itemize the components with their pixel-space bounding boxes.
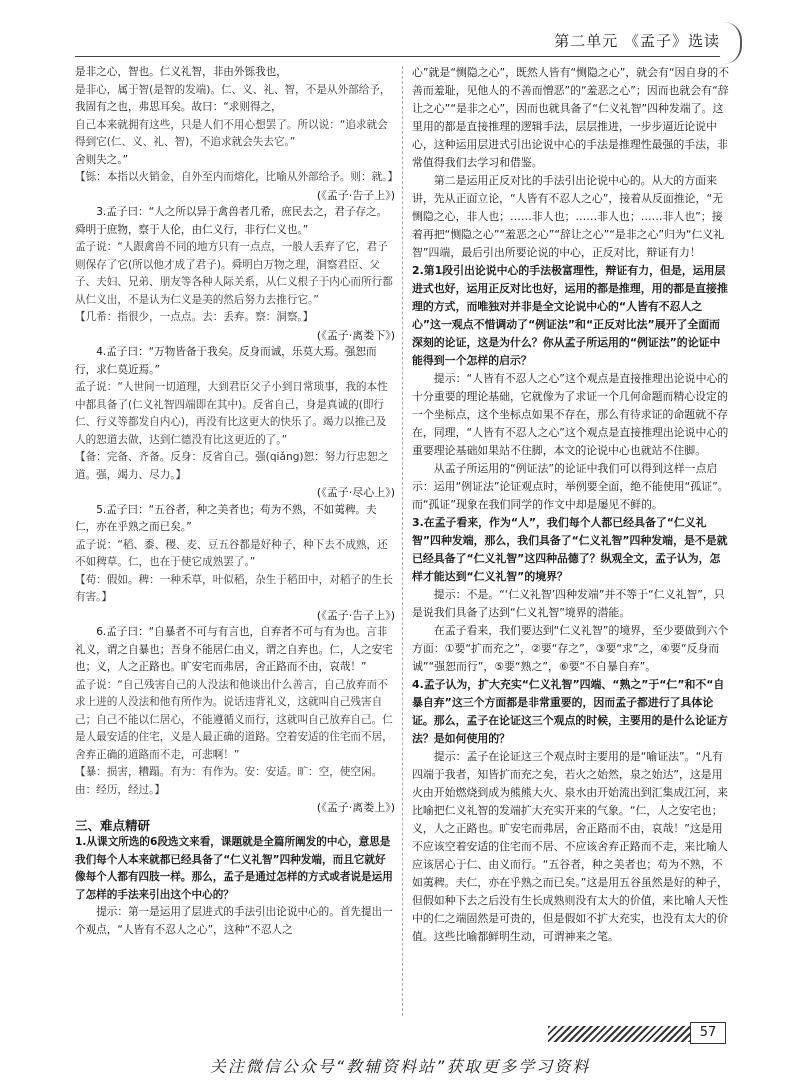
- page-number: 57: [690, 1022, 726, 1044]
- answer: 提示：不是。“‘仁义礼智’四种发端”并不等于“仁义礼智”，只是说我们具备了达到“仁义礼智”境界的潜能。: [412, 588, 725, 619]
- gloss-line: 孟子说：“稻、黍、稷、麦、豆五谷都是好种子，种下去不成熟，还不如稗草。仁，也在于使它成熟罢了。”: [75, 538, 388, 568]
- question: 2.第1段引出论说中心的手法极富理性，辩证有力，但是，运用层进式也好，运用正反对比也好，运用的都是推理，用的都是直接推理的方式，而唯独对并非是全文论说中心的“人皆有不忍人之心”这一观点不惜调动了“例证法”和“正反对比法”展开了全面而深刻的论证，这是为什么？你从孟子所运用的“例证法”的论证中能得到一个怎样的启示？: [412, 264, 728, 367]
- source-citation: (《孟子·离娄上》): [316, 801, 395, 814]
- header-curve-ornament: [722, 22, 742, 64]
- answer: 提示：第一是运用了层进式的手法引出论说中心的。首先提出一个观点，“人皆有不忍人之心”，这种“不忍人之: [75, 906, 393, 936]
- text-line: 5.孟子曰：“五谷者，种之美者也；苟为不熟，不如荑稗。夫仁，亦在乎熟之而已矣。”: [75, 503, 377, 533]
- source-citation: (《孟子·离娄下》): [316, 328, 395, 342]
- page-header: [0, 0, 800, 62]
- right-column: [412, 64, 730, 946]
- answer: 提示：“人皆有不忍人之心”这个观点是直接推理出论说中心的十分重要的理论基础，它就像为了求证一个几何命题而精心设定的一个坐标点，这个坐标点如果不存在，那么有待求证的命题就不存在，同理，“人皆有不忍人之心”这个观点是直接推理出论说中心的重要理论基础如果站不住脚，本文的论说中心也就站不住脚。: [412, 372, 729, 457]
- source-citation: (《孟子·告子上》): [316, 608, 395, 622]
- text-line: 是非之心，智也。仁义礼智，非由外铄我也，: [75, 66, 287, 78]
- text-line: 我固有之也，弗思耳矣。故曰：“求则得之，: [75, 101, 282, 113]
- gloss-line: 自己本来就拥有这些，只是人们不用心想罢了。所以说：“追求就会得到它(仁、义、礼、智)，不追求就会失去它。”: [75, 118, 388, 148]
- answer: 在孟子看来，我们要达到“仁义礼智”的境界，至少要做到六个方面：①要“扩而充之”，②要“存之”，③要“求”之，④要“反身而诚”“强恕而行”，⑤要“熟之”，⑥要“不自暴自弃”。: [412, 624, 729, 673]
- gloss-line: 孟子说：“人跟禽兽不同的地方只有一点点，一般人丢弃了它，君子则保存了它(所以他才成了君子)。舜明白万物之理，洞察君臣、父子、夫妇、兄弟、朋友等各种人际关系，从仁义根子于内心而所行都从仁义出，不是认为仁义是美的然后努力去推行它。”: [75, 241, 393, 306]
- gloss-line: 是非心，属于智(是智的发端)。仁、义、礼、智，不是从外部给予，: [75, 83, 391, 96]
- text-line: 4.孟子曰：“万物皆备于我矣。反身而诚，乐莫大焉。强恕而行，求仁莫近焉。”: [75, 346, 377, 376]
- text-line: 舍则失之。”: [75, 153, 129, 166]
- annotation-note: 【苟：假如。稗：一种禾草，叶似稻，杂生于稻田中，对稻子的生长有害。】: [75, 573, 393, 603]
- unit-title: 第二单元 《孟子》选读: [554, 32, 720, 50]
- source-citation: (《孟子·尽心上》): [316, 486, 395, 499]
- source-citation: (《孟子·告子上》): [316, 188, 395, 202]
- question: 3.在孟子看来，作为“人”，我们每个人都已经具备了“仁义礼智”四种发端，那么，我们具备了“仁义礼智”四种发端，是不是就已经具备了“仁义礼智”这四种品德了？纵观全文，孟子认为，怎样才能达到“仁义礼智”的境界？: [412, 516, 728, 583]
- question: 1.从课文所选的6段选文来看，课题就是全篇所阐发的中心，意思是我们每个人本来就都已经具备了“仁义礼智”四种发端，而且它就好像每个人都有四肢一样。那么，孟子是通过怎样的方式或者说是运用了怎样的手法来引出这个中心的？: [75, 836, 393, 901]
- text-line: 6.孟子曰：“自暴者不可与有言也，自弃者不可与有为也。言非礼义，谓之自暴也；吾身不能居仁由义，谓之自弃也。仁，人之安宅也；义，人之正路也。旷安宅而弗居，舍正路而不由，哀哉！”: [75, 626, 393, 673]
- question: 4.孟子认为，扩大充实“仁义礼智”四端、“熟之”于“仁”和不“自暴自弃”这三个方面都是非常重要的，因而孟子都进行了具体论证。那么，孟子在论证这三个观点的时候，主要用的是什么论证方法？是如何使用的？: [412, 678, 728, 745]
- left-column: [75, 64, 399, 939]
- answer: 心”就是“恻隐之心”，既然人皆有“恻隐之心”，就会有“因自身的不善而羞耻，见他人的不善而憎恶”的“羞恶之心”；因而也就会有“辞让之心”“是非之心”，因而也就具备了“仁义礼智”四种发端了。这里用的都是直接推理的逻辑手法，层层推进，一步步逼近论说中心，这种运用层进式引出论说中心的手法是推理性最强的手法，非常值得我们去学习和借鉴。: [412, 66, 730, 169]
- annotation-note: 【备：完备、齐备。反身：反省自己。强(qiǎng)恕：努力行忠恕之道。强，竭力、尽力。】: [75, 451, 389, 481]
- answer: 第二是运用正反对比的手法引出论说中心的。从大的方面来讲，先从正面立论，“人皆有不忍人之心”，接着从反面推论，“无恻隐之心，非人也；……非人也；……非人也；……非人也”；接着再把“恻隐之心”“羞恶之心”“辞让之心”“是非之心”归为“仁义礼智”四端，最后引出所要论说的中心，正反对比，辩证有力！: [412, 174, 725, 259]
- answer: 提示：孟子在论证这三个观点时主要用的是“喻证法”。“凡有四端于我者，知皆扩而充之矣，若火之始然，泉之始达”，这是用火由开始燃烧到成为熊熊大火、泉水由开始流出到汇集成江河，来比喻把仁义礼智的发端扩大充实开来的气象。“仁，人之安宅也；义，人之正路也。旷安宅而弗居，舍正路而不由，哀哉！”这是用不应该空着安适的住宅而不居、不应该舍弃正路而不走，来比喻人应该居心于仁、由义而行。“五谷者，种之美者也；苟为不熟，不如荑稗。夫仁，亦在乎熟之而已矣。”这是用五谷虽然是好的种子，但假如种下去之后没有生长成熟则没有太大的价值，来比喻人天性中的仁之端固然是可贵的，但是假如不扩大充实，也没有太大的价值。这些比喻都鲜明生动，可谓神来之笔。: [412, 750, 729, 943]
- column-divider: [402, 66, 403, 1016]
- footer-note: 关注微信公众号“教辅资料站”获取更多学习资料: [209, 1057, 591, 1076]
- annotation-note: 【暴：损害，糟蹋。有为：有作为。安：安适。旷：空，使空闲。由：经历，经过。】: [75, 766, 383, 796]
- text-line: 3.孟子曰：“人之所以异于禽兽者几希，庶民去之，君子存之。舜明于庶物，察于人伦，由仁义行，非行仁义也。”: [75, 206, 388, 236]
- section-heading: 三、难点精研: [75, 817, 151, 833]
- annotation-note: 【几希：指很少，一点点。去：丢弃。察：洞察。】: [75, 311, 314, 323]
- gloss-line: 孟子说：“人世间一切道理，大到君臣父子小到日常琐事，我的本性中都具备了(仁义礼智四端即在其中)。反省自己，身是真诚的(即行仁、行义等都发自内心)，再没有比这更大的快乐了。竭力以推己及人的恕道去做，达到仁德没有比这更近的了。”: [75, 381, 388, 446]
- gloss-line: 孟子说：“自己残害自己的人没法和他谈出什么善言，自己放弃而不求上进的人没法和他有所作为。说话违背礼义，这就叫自己残害自己；自己不能以仁居心，不能遵循义而行，这就叫自己放弃自己。仁是人最安适的住宅，义是人最正确的道路。空着安适的住宅而不居，舍弃正确的道路而不走，可悲啊！”: [75, 678, 393, 761]
- header-rule: [75, 56, 720, 57]
- annotation-note: 【铄：本指以火销金，自外至内而熔化，比喻从外部给予。则：就。】: [75, 171, 399, 183]
- answer: 从孟子所运用的“例证法”的论证中我们可以得到这样一点启示：运用“例证法”论证观点时，举例要全面，绝不能使用“孤证”。而“孤证”现象在我们同学的作文中却是屡见不鲜的。: [412, 462, 729, 511]
